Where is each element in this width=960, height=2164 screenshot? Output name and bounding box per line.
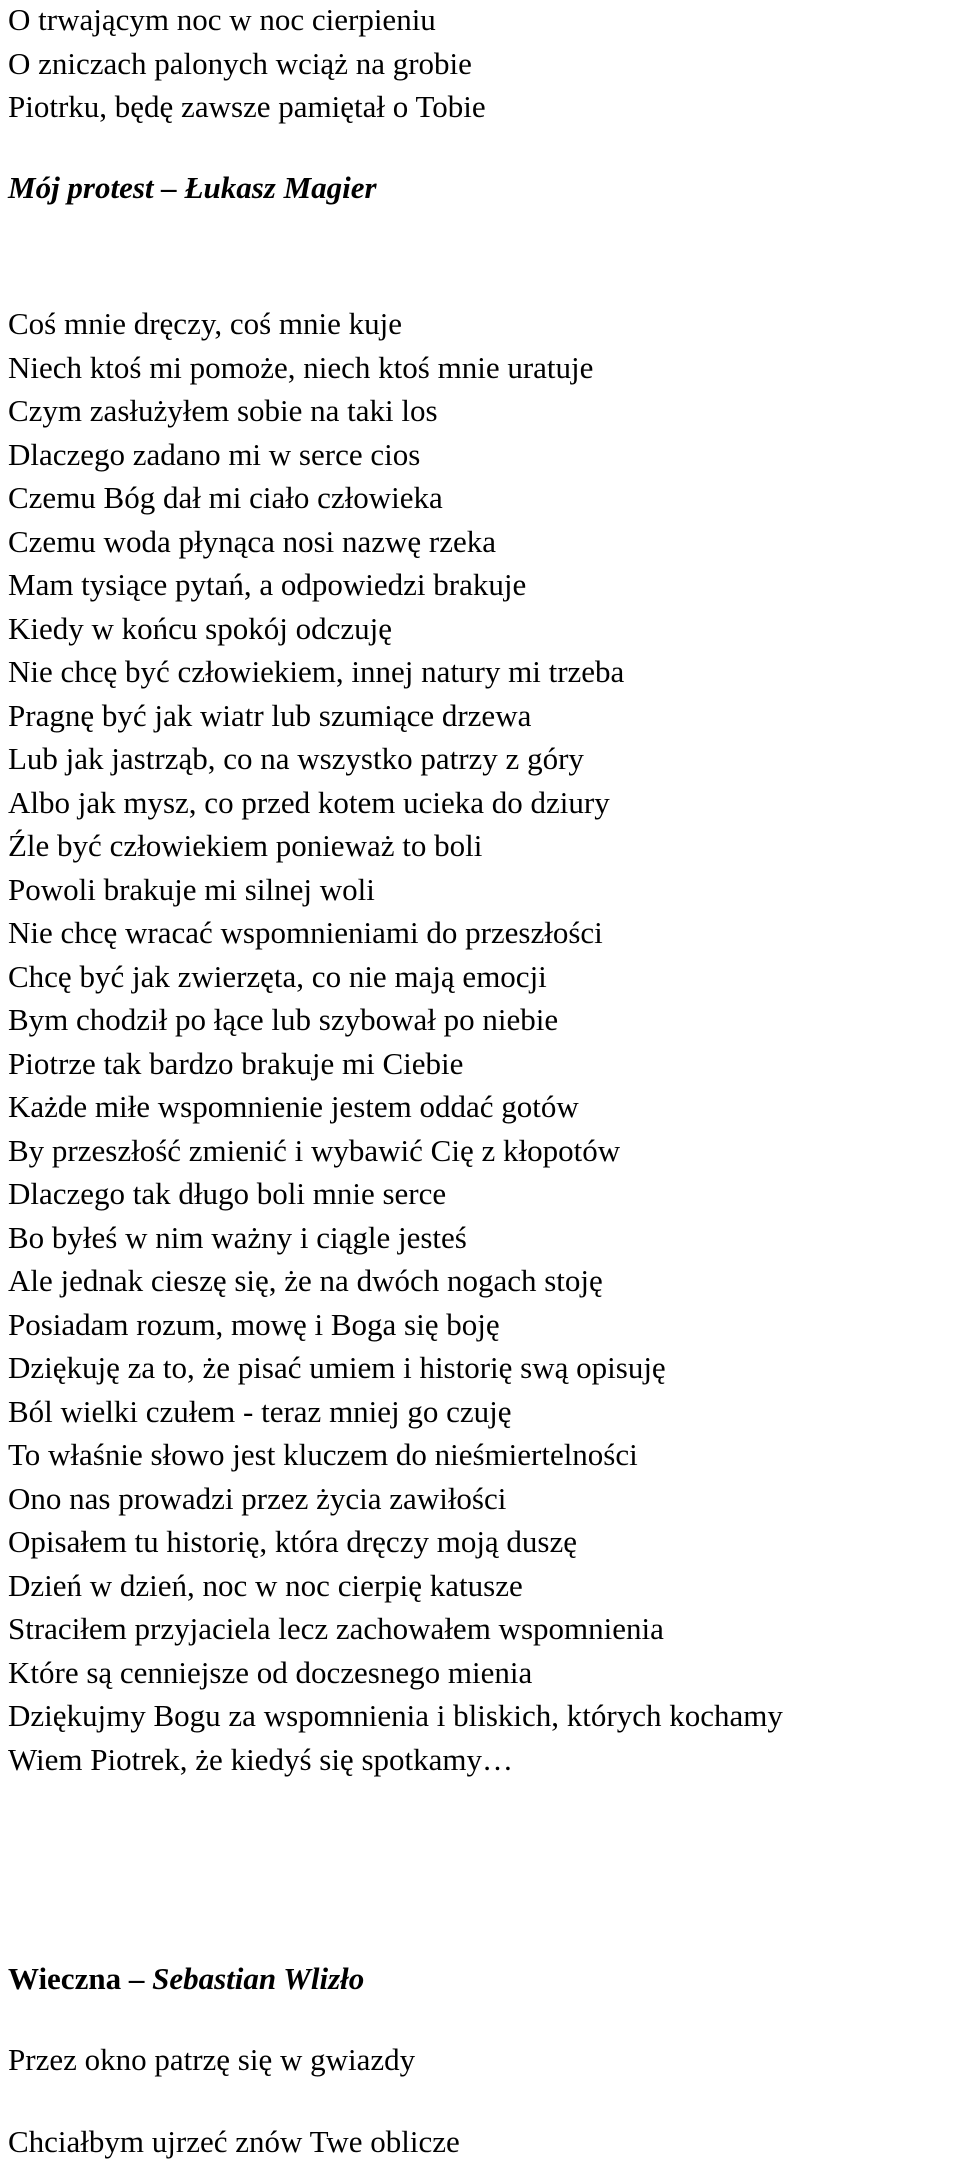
intro-line-2: O zniczach palonych wciąż na grobie: [8, 45, 472, 81]
poem1-line-11: Lub jak jastrząb, co na wszystko patrzy z góry: [8, 741, 584, 776]
poem1-line-3: Czym zasłużyłem sobie na taki los: [8, 393, 438, 428]
poem1-line-18: Piotrze tak bardzo brakuje mi Ciebie: [8, 1045, 464, 1081]
poem1-line-13: Źle być człowiekiem ponieważ to boli: [8, 828, 483, 863]
poem1-line-32: Które są cenniejsze od doczesnego mienia: [8, 1654, 533, 1690]
poem1-line-17: Bym chodził po łące lub szybował po niebie: [8, 1002, 559, 1037]
poem2-line-1: Przez okno patrzę się w gwiazdy: [8, 2042, 416, 2077]
poem1-line-20: By przeszłość zmienić i wybawić Cię z kłopotów: [8, 1132, 621, 1168]
poem1-body: [8, 302, 783, 1781]
poem1-line-12: Albo jak mysz, co przed kotem ucieka do dziury: [8, 784, 610, 820]
poem1-line-29: Opisałem tu historię, która dręczy moją duszę: [8, 1524, 578, 1559]
poem1-line-14: Powoli brakuje mi silnej woli: [8, 871, 375, 907]
poem1-line-8: Kiedy w końcu spokój odczuję: [8, 610, 392, 646]
poem2-title-name: Wieczna –: [8, 1961, 153, 1996]
poem1-line-7: Mam tysiące pytań, a odpowiedzi brakuje: [8, 567, 527, 602]
poem1-title: Mój protest – Łukasz Magier: [8, 170, 377, 205]
poem1-line-9: Nie chcę być człowiekiem, innej natury mi trzeba: [8, 654, 625, 689]
poem1-line-30: Dzień w dzień, noc w noc cierpię katusze: [8, 1567, 523, 1603]
poem1-line-26: Ból wielki czułem - teraz mniej go czuję: [8, 1393, 512, 1429]
poem1-line-2: Niech ktoś mi pomoże, niech ktoś mnie uratuje: [8, 349, 594, 385]
poem2-line-2: Chciałbym ujrzeć znów Twe oblicze: [8, 2124, 460, 2159]
poem1-line-15: Nie chcę wracać wspomnieniami do przeszłości: [8, 915, 603, 950]
poem1-line-21: Dlaczego tak długo boli mnie serce: [8, 1176, 447, 1211]
poem1-line-27: To właśnie słowo jest kluczem do nieśmiertelności: [8, 1437, 638, 1472]
poem1-line-4: Dlaczego zadano mi w serce cios: [8, 436, 421, 472]
poem1-line-19: Każde miłe wspomnienie jestem oddać gotów: [8, 1089, 579, 1124]
poem1-line-25: Dziękuję za to, że pisać umiem i historię swą opisuję: [8, 1350, 666, 1385]
poem1-line-33: Dziękujmy Bogu za wspomnienia i bliskich, których kochamy: [8, 1698, 783, 1733]
poem1-line-22: Bo byłeś w nim ważny i ciągle jesteś: [8, 1219, 467, 1255]
poem1-line-16: Chcę być jak zwierzęta, co nie mają emocji: [8, 958, 547, 994]
poem1-line-24: Posiadam rozum, mowę i Boga się boję: [8, 1306, 500, 1342]
poem1-line-1: Coś mnie dręczy, coś mnie kuje: [8, 306, 402, 341]
intro-line-1: O trwającym noc w noc cierpieniu: [8, 2, 436, 37]
poem1-line-10: Pragnę być jak wiatr lub szumiące drzewa: [8, 697, 532, 733]
intro-stanza: [8, 0, 486, 129]
poem1-line-6: Czemu woda płynąca nosi nazwę rzeka: [8, 523, 497, 559]
poem1-line-34: Wiem Piotrek, że kiedyś się spotkamy…: [8, 1741, 513, 1777]
poem1-line-31: Straciłem przyjaciela lecz zachowałem wspomnienia: [8, 1611, 664, 1646]
poem1-line-5: Czemu Bóg dał mi ciało człowieka: [8, 480, 443, 515]
intro-line-3: Piotrku, będę zawsze pamiętał o Tobie: [8, 89, 486, 124]
poem2-title: [8, 1957, 364, 2001]
poem1-line-28: Ono nas prowadzi przez życia zawiłości: [8, 1480, 507, 1516]
poem1-line-23: Ale jednak cieszę się, że na dwóch nogach stoję: [8, 1263, 603, 1298]
poem2-title-author: Sebastian Wlizło: [152, 1961, 365, 1996]
